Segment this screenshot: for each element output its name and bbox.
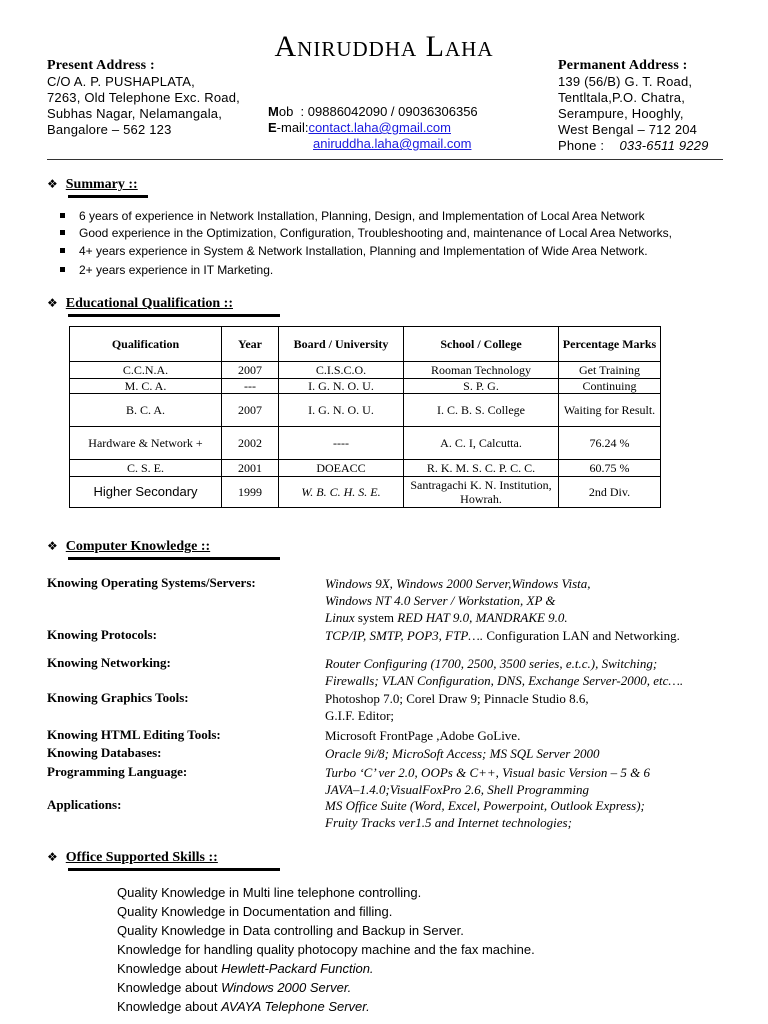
table-cell: Continuing — [559, 379, 661, 394]
permanent-address — [558, 58, 709, 154]
protocols-value: TCP/IP, SMTP, POP3, FTP…. Configuration LAN and Networking. — [325, 628, 680, 643]
table-cell: --- — [222, 379, 279, 394]
table-cell: B. C. A. — [70, 394, 222, 427]
applications-value: MS Office Suite (Word, Excel, Powerpoint, Outlook Express); Fruity Tracks ver1.5 and Internet technologies; — [325, 798, 645, 830]
table-cell: Rooman Technology — [404, 362, 559, 379]
office-skills-underbar — [68, 868, 280, 871]
mobile-line: Mob : 09886042090 / 09036306356 — [268, 104, 478, 119]
education-table — [69, 326, 661, 508]
table-cell: Hardware & Network + — [70, 427, 222, 460]
table-cell: Get Training — [559, 362, 661, 379]
summary-item: 2+ years experience in IT Marketing. — [60, 261, 672, 280]
column-header: Board / University — [279, 327, 404, 362]
summary-list — [60, 207, 672, 279]
email-line: E-mail:contact.laha@gmail.com — [268, 120, 451, 135]
table-cell: I. G. N. O. U. — [279, 394, 404, 427]
os-label: Knowing Operating Systems/Servers: — [47, 575, 256, 590]
table-header-row — [70, 327, 661, 362]
table-cell: 2nd Div. — [559, 477, 661, 508]
permanent-address-heading: Permanent Address : — [558, 58, 688, 73]
list-item: Knowledge for handling quality photocopy machine and the fax machine. — [117, 942, 535, 957]
education-heading: ❖ Educational Qualification :: — [47, 296, 233, 311]
permanent-address-line: Serampure, Hooghly, — [558, 106, 684, 121]
column-header: Percentage Marks — [559, 327, 661, 362]
table-cell: 2007 — [222, 394, 279, 427]
programming-label: Programming Language: — [47, 764, 188, 779]
table-cell: 76.24 % — [559, 427, 661, 460]
table-cell: 2007 — [222, 362, 279, 379]
html-tools-value: Microsoft FrontPage ,Adobe GoLive. — [325, 728, 521, 743]
protocols-label: Knowing Protocols: — [47, 627, 157, 642]
table-cell: R. K. M. S. C. P. C. C. — [404, 460, 559, 477]
mobile-number: : 09886042090 / 09036306356 — [300, 104, 478, 119]
networking-label: Knowing Networking: — [47, 655, 171, 670]
table-cell: S. P. G. — [404, 379, 559, 394]
present-address-line: C/O A. P. PUSHAPLATA, — [47, 74, 195, 89]
header-divider — [47, 159, 723, 160]
table-row — [70, 394, 661, 427]
permanent-address-line: Tentltala,P.O. Chatra, — [558, 90, 686, 105]
databases-value: Oracle 9i/8; MicroSoft Access; MS SQL Server 2000 — [325, 746, 600, 761]
table-cell: 2002 — [222, 427, 279, 460]
table-cell: I. G. N. O. U. — [279, 379, 404, 394]
square-bullet-icon — [60, 267, 65, 272]
table-row — [70, 477, 661, 508]
present-address — [47, 58, 240, 138]
contact-block — [268, 104, 478, 152]
computer-knowledge-heading: ❖ Computer Knowledge :: — [47, 539, 211, 554]
present-address-line: Bangalore – 562 123 — [47, 122, 172, 137]
table-cell: 60.75 % — [559, 460, 661, 477]
table-cell: 1999 — [222, 477, 279, 508]
table-cell: 2001 — [222, 460, 279, 477]
table-cell: Waiting for Result. — [559, 394, 661, 427]
list-item: Knowledge about Hewlett-Packard Function. — [117, 961, 374, 976]
candidate-name: Aniruddha Laha — [274, 30, 494, 63]
graphics-value: Photoshop 7.0; Corel Draw 9; Pinnacle Studio 8.6, G.I.F. Editor; — [325, 691, 589, 723]
table-cell: M. C. A. — [70, 379, 222, 394]
table-row — [70, 427, 661, 460]
permanent-address-line: 139 (56/B) G. T. Road, — [558, 74, 693, 89]
phone-number: 033-6511 9229 — [619, 138, 709, 153]
table-cell: DOEACC — [279, 460, 404, 477]
table-cell: Higher Secondary — [70, 477, 222, 508]
graphics-label: Knowing Graphics Tools: — [47, 690, 189, 705]
summary-item: 4+ years experience in System & Network Installation, Planning and Implementation of Wide Area Network. — [60, 242, 672, 261]
os-value: Windows 9X, Windows 2000 Server,Windows Vista, Windows NT 4.0 Server / Workstation, XP & Linux system RED HAT 9.0, MANDRAKE 9.0. — [325, 576, 591, 625]
table-cell: ---- — [279, 427, 404, 460]
diamond-bullet-icon: ❖ — [47, 296, 58, 310]
email-link-primary[interactable]: contact.laha@gmail.com — [308, 120, 451, 135]
square-bullet-icon — [60, 230, 65, 235]
list-item: Quality Knowledge in Multi line telephone controlling. — [117, 885, 422, 900]
table-row — [70, 379, 661, 394]
table-row — [70, 362, 661, 379]
table-cell: I. C. B. S. College — [404, 394, 559, 427]
diamond-bullet-icon: ❖ — [47, 539, 58, 553]
table-cell: A. C. I, Calcutta. — [404, 427, 559, 460]
list-item: Knowledge about Windows 2000 Server. — [117, 980, 352, 995]
office-skills-list — [117, 883, 535, 1016]
diamond-bullet-icon: ❖ — [47, 850, 58, 864]
summary-underbar — [68, 195, 148, 198]
programming-value: Turbo ‘C’ ver 2.0, OOPs & C++, Visual basic Version – 5 & 6 JAVA–1.4.0;VisualFoxPro 2.6, Shell Programming — [325, 765, 650, 797]
email-link-secondary[interactable]: aniruddha.laha@gmail.com — [313, 136, 472, 151]
summary-heading: ❖ Summary :: — [47, 177, 138, 192]
column-header: School / College — [404, 327, 559, 362]
table-cell: W. B. C. H. S. E. — [279, 477, 404, 508]
summary-item: Good experience in the Optimization, Configuration, Troubleshooting and, maintenance of Local Area Networks, — [60, 224, 672, 243]
phone-line: Phone : 033-6511 9229 — [558, 138, 709, 153]
table-cell: C.C.N.A. — [70, 362, 222, 379]
networking-value: Router Configuring (1700, 2500, 3500 series, e.t.c.), Switching; Firewalls; VLAN Configuration, DNS, Exchange Server-2000, etc…. — [325, 656, 684, 688]
table-cell: C.I.S.C.O. — [279, 362, 404, 379]
table-row — [70, 460, 661, 477]
table-cell: Santragachi K. N. Institution, Howrah. — [404, 477, 559, 508]
html-tools-label: Knowing HTML Editing Tools: — [47, 727, 221, 742]
present-address-line: 7263, Old Telephone Exc. Road, — [47, 90, 240, 105]
square-bullet-icon — [60, 213, 65, 218]
databases-label: Knowing Databases: — [47, 745, 162, 760]
list-item: Quality Knowledge in Data controlling and Backup in Server. — [117, 923, 464, 938]
computer-knowledge-underbar — [68, 557, 280, 560]
permanent-address-line: West Bengal – 712 204 — [558, 122, 698, 137]
square-bullet-icon — [60, 248, 65, 253]
column-header: Qualification — [70, 327, 222, 362]
column-header: Year — [222, 327, 279, 362]
table-cell: C. S. E. — [70, 460, 222, 477]
list-item: Quality Knowledge in Documentation and filling. — [117, 904, 393, 919]
present-address-heading: Present Address : — [47, 58, 155, 73]
diamond-bullet-icon: ❖ — [47, 177, 58, 191]
list-item: Knowledge about AVAYA Telephone Server. — [117, 999, 370, 1014]
summary-item: 6 years of experience in Network Installation, Planning, Design, and Implementation of Local Area Network — [60, 207, 672, 226]
office-skills-heading: ❖ Office Supported Skills :: — [47, 850, 218, 865]
present-address-line: Subhas Nagar, Nelamangala, — [47, 106, 223, 121]
education-underbar — [68, 314, 280, 317]
applications-label: Applications: — [47, 797, 122, 812]
